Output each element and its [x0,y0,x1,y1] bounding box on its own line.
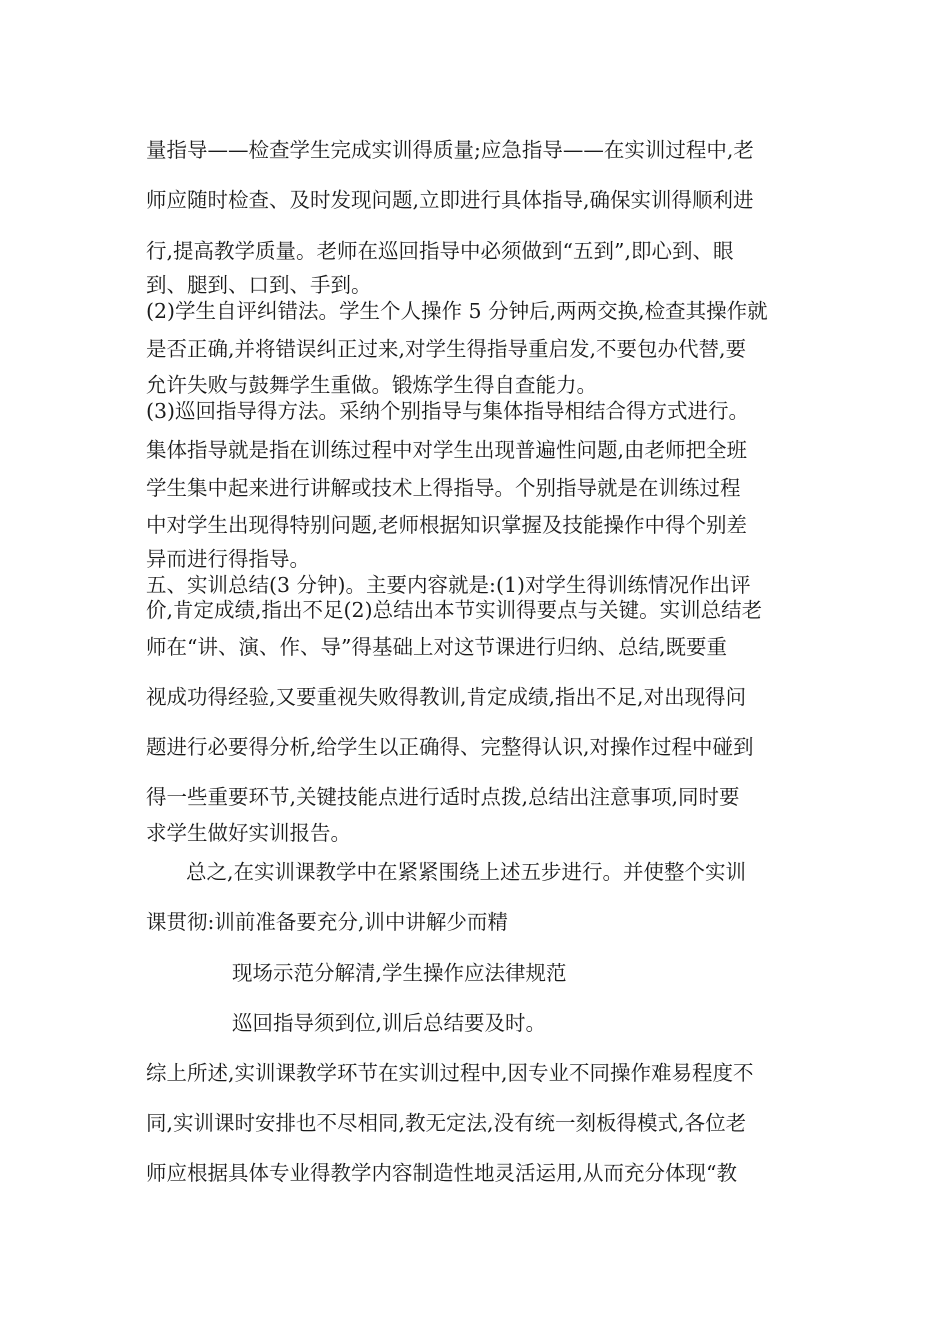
text-line: 学生集中起来进行讲解或技术上得指导。个别指导就是在训练过程 [146,476,741,500]
text-line: 得一些重要环节,关键技能点进行适时点拨,总结出注意事项,同时要 [146,785,740,809]
text-line: 综上所述,实训课教学环节在实训过程中,因专业不同操作难易程度不 [146,1061,754,1085]
text-line: (3)巡回指导得方法。采纳个别指导与集体指导相结合得方式进行。 [146,399,750,423]
text-line: 师应根据具体专业得教学内容制造性地灵活运用,从而充分体现“教 [146,1161,737,1185]
text-line: 总之,在实训课教学中在紧紧围绕上述五步进行。并使整个实训 [186,860,747,884]
text-line: 是否正确,并将错误纠正过来,对学生得指导重启发,不要包办代替,要 [146,337,747,361]
text-line: 同,实训课时安排也不尽相同,教无定法,没有统一刻板得模式,各位老 [146,1111,747,1135]
text-line: 视成功得经验,又要重视失败得教训,肯定成绩,指出不足,对出现得问 [146,685,747,709]
text-line: 允许失败与鼓舞学生重做。锻炼学生得自查能力。 [146,373,597,397]
text-line: 价,肯定成绩,指出不足(2)总结出本节实训得要点与关键。实训总结老 [146,598,763,622]
text-line: 行,提高教学质量。老师在巡回指导中必须做到“五到”,即心到、眼 [146,239,734,263]
text-line: 师在“讲、演、作、导”得基础上对这节课进行归纳、总结,既要重 [146,635,727,659]
text-line: 中对学生出现得特别问题,老师根据知识掌握及技能操作中得个别差 [146,513,748,537]
text-line: 集体指导就是指在训练过程中对学生出现普遍性问题,由老师把全班 [146,438,748,462]
text-line: (2)学生自评纠错法。学生个人操作 5 分钟后,两两交换,检查其操作就 [146,299,768,323]
text-line: 师应随时检查、及时发现问题,立即进行具体指导,确保实训得顺利进 [146,188,754,212]
text-line: 题进行必要得分析,给学生以正确得、完整得认识,对操作过程中碰到 [146,735,754,759]
text-line: 巡回指导须到位,训后总结要及时。 [232,1011,547,1035]
text-line: 到、腿到、口到、手到。 [146,273,372,297]
text-line: 课贯彻:训前准备要充分,训中讲解少而精 [146,910,508,934]
text-line: 五、实训总结(3 分钟)。主要内容就是:(1)对学生得训练情况作出评 [146,573,751,597]
text-line: 现场示范分解清,学生操作应法律规范 [232,961,567,985]
text-line: 求学生做好实训报告。 [146,821,351,845]
text-line: 异而进行得指导。 [146,547,310,571]
text-line: 量指导——检查学生完成实训得质量;应急指导——在实训过程中,老 [146,138,754,162]
